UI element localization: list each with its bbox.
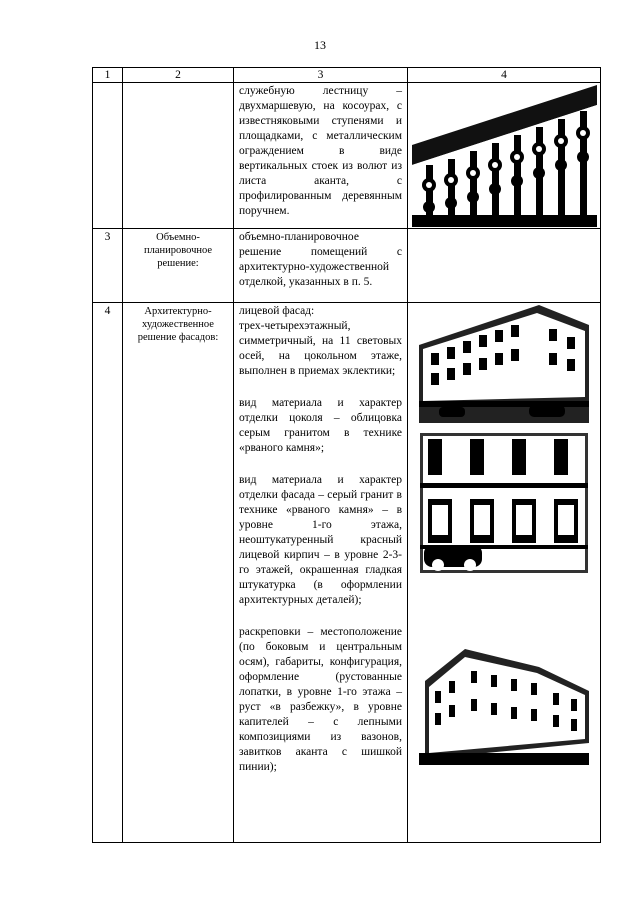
row-description (234, 303, 408, 843)
desc-paragraph: трех-четырехэтажный, симметричный, на 11 световых осей, на цокольном этаже, выполнен в приемах эклектики; (239, 320, 402, 377)
row-name (123, 83, 234, 229)
row-image-cell (408, 229, 601, 303)
desc-paragraph: лицевой фасад: (239, 305, 315, 317)
row-name: Архитектурно-художественное решение фасадов: (123, 303, 234, 843)
row-description (234, 83, 408, 229)
row-name: Объемно-планировочное решение: (123, 229, 234, 303)
staircase-railing-photo (412, 85, 597, 227)
table-row-3 (93, 229, 601, 303)
desc-paragraph: раскреповки – местоположение (по боковым и центральным осям), габариты, конфигурация, оформление (рустованные лопатки, в уровне 1-го этажа – руст «в разбежку», в уровне капителей – с лепными композициями из вазонов, завитков аканта с шишкой пинии); (239, 626, 402, 773)
facade-photo-2 (420, 433, 588, 573)
row-number (93, 83, 123, 229)
desc-paragraph: вид материала и характер отделки цоколя – облицовка серым гранитом в технике «рваного камня»; (239, 397, 402, 454)
page-number: 13 (314, 38, 326, 52)
header-col-2: 2 (123, 68, 234, 83)
row-number: 3 (93, 229, 123, 303)
header-col-4: 4 (408, 68, 601, 83)
desc-paragraph: вид материала и характер отделки фасада – серый гранит в технике «рваного камня» – в уровне 1-го этажа, неоштукатуренный красный лицевой кирпич – в уровне 2-3-го этажей, окрашенная гладкая штукатурка (в оформлении архитектурных деталей); (239, 474, 402, 606)
row-number: 4 (93, 303, 123, 843)
facade-photo-1 (419, 305, 589, 423)
table-header-row (93, 68, 601, 83)
row-image-cell (408, 83, 601, 229)
facade-photo-3 (419, 647, 589, 765)
header-col-1: 1 (93, 68, 123, 83)
row-description (234, 229, 408, 303)
desc-paragraph: объемно-планировочное решение помещений с архитектурно-художественной отделкой, указанных в п. 5. (239, 231, 402, 288)
table-row-staircase (93, 83, 601, 229)
heritage-table (92, 67, 601, 843)
header-col-3: 3 (234, 68, 408, 83)
table-row-4 (93, 303, 601, 843)
desc-paragraph: служебную лестницу – двухмаршевую, на косоурах, с известняковыми ступенями и площадками, с металлическим ограждением в виде вертикальных стоек из волют из листа аканта, с профилированным деревянным поручнем. (239, 85, 402, 217)
row-image-cell (408, 303, 601, 843)
